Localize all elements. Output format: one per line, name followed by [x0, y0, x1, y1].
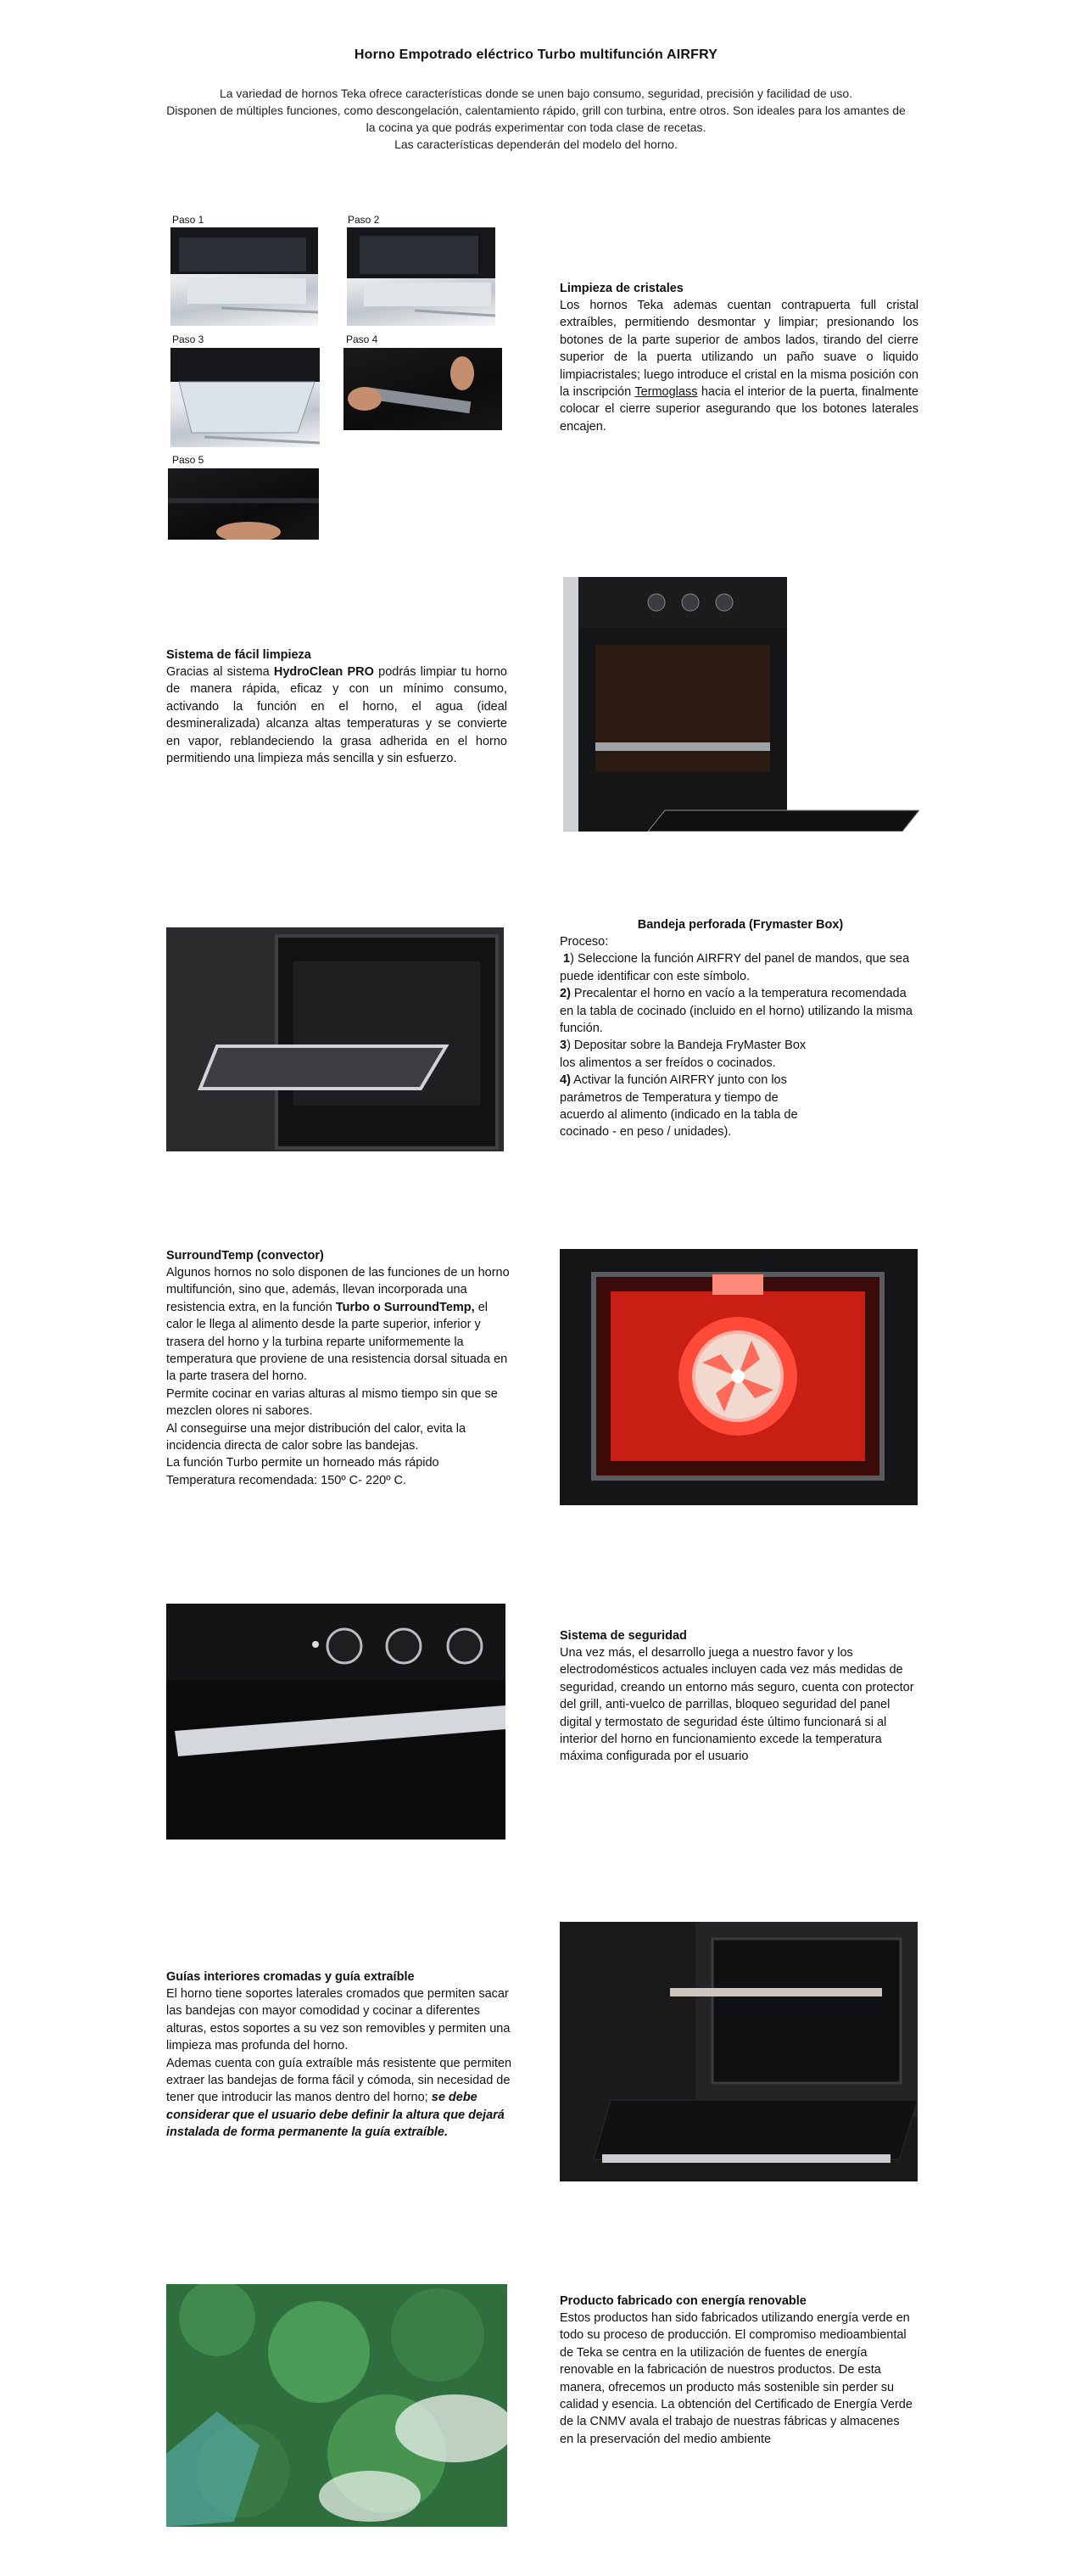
step-label-1: Paso 1 — [172, 214, 204, 226]
intro-line-3: la cocina ya que podrás experimentar con toda clase de recetas. — [366, 120, 706, 134]
security-title: Sistema de seguridad — [560, 1629, 687, 1643]
step-number: 2) — [560, 987, 571, 1001]
easy-clean-section — [166, 647, 507, 767]
hydroclean-oven-image — [563, 577, 919, 832]
hydroclean-text: HydroClean PRO — [273, 665, 374, 679]
page-title: Horno Empotrado eléctrico Turbo multifunción AIRFRY — [354, 48, 718, 62]
forest-aerial-image — [166, 2284, 507, 2527]
guides-title: Guías interiores cromadas y guía extraíble — [166, 1970, 415, 1984]
step-3-image — [170, 348, 320, 447]
frymaster-tray-image — [166, 927, 504, 1151]
surround-p5: Temperatura recomendada: 150º C- 220º C. — [166, 1473, 407, 1487]
step-2-image — [347, 227, 495, 326]
security-section — [560, 1627, 914, 1766]
termoglass-text: Termoglass — [634, 385, 698, 400]
process-label: Proceso: — [560, 935, 609, 949]
surround-p2: Permite cocinar en varias alturas al mismo tiempo sin que se mezclen olores ni sabores. — [166, 1386, 498, 1419]
step-label-4: Paso 4 — [346, 333, 378, 345]
turbo-text: Turbo o SurroundTemp, — [335, 1300, 475, 1314]
step-number: 3 — [560, 1039, 567, 1053]
step-label-5: Paso 5 — [172, 454, 204, 466]
surround-text-1: Algunos hornos no solo disponen de las funciones de un horno multifunción, sino que, además, llevan incorporada una resistencia extra, en la función — [166, 1266, 510, 1314]
guides-p1: El horno tiene soportes laterales cromados que permiten sacar las bandejas con mayor comodidad y cocinar a diferentes alturas, estos soportes a su vez son removibles y permiten una limpieza mas profunda del horno. — [166, 1987, 511, 2053]
step-1-image — [170, 227, 318, 326]
intro-line-2: Disponen de múltiples funciones, como descongelación, calentamiento rápido, grill con turbina, entre otros. Son ideales para los amantes de — [166, 104, 906, 117]
easy-clean-text-1: Gracias al sistema — [166, 665, 274, 679]
glass-cleaning-title: Limpieza de cristales — [560, 282, 684, 295]
glass-cleaning-body — [560, 297, 918, 435]
guides-text-1: Ademas cuenta con guía extraíble más resistente que permiten extraer las bandejas de forma fácil y cómoda, sin necesidad de tener que introducir las manos dentro del horno; — [166, 2056, 512, 2105]
turbo-fan-oven-image — [560, 1249, 918, 1505]
page-header — [0, 48, 1072, 153]
step-text: ) Depositar sobre la Bandeja FryMaster Box los alimentos a ser freídos o cocinados. — [560, 1039, 807, 1070]
guides-p2 — [166, 2055, 514, 2142]
frymaster-step-3 — [560, 1037, 823, 1072]
glass-cleaning-text-2: hacia el interior de la puerta, finalmente colocar el cierre superior asegurando que los botones laterales encajen. — [560, 385, 918, 434]
frymaster-step-4 — [560, 1072, 823, 1141]
glass-cleaning-text-1: Los hornos Teka ademas cuentan contrapuerta full cristal extraíbles, permitiendo desmontar y limpiar; presionando los botones de la parte superior de ambos lados, tirando del cierre superior de la puerta utilizando un paño suave o liquido limpiacristales; luego introduce el cristal en la misma posición con la inscripción — [560, 299, 918, 400]
frymaster-title: Bandeja perforada (Frymaster Box) — [637, 918, 844, 932]
step-text: Activar la función AIRFRY junto con los parámetros de Temperatura y tiempo de acuerdo al alimento (indicado en la tabla de cocinado - en peso / unidades). — [560, 1073, 798, 1140]
step-text: Precalentar el horno en vacío a la temperatura recomendada en la tabla de cocinado (incluido en el horno) utilizando la misma función. — [560, 987, 913, 1036]
frymaster-step-1 — [560, 950, 921, 985]
easy-clean-body — [166, 664, 507, 767]
surround-title: SurroundTemp (convector) — [166, 1249, 324, 1263]
intro-line-4: Las características dependerán del modelo del horno. — [394, 137, 678, 151]
glass-cleaning-section — [560, 280, 918, 435]
step-number: 1 — [563, 952, 571, 966]
renewable-section — [560, 2293, 914, 2448]
oven-controls-image — [166, 1604, 505, 1840]
intro-line-1: La variedad de hornos Teka ofrece características donde se unen bajo consumo, seguridad, precisión y facilidad de uso. — [219, 87, 853, 100]
guides-warning-text: se debe considerar que el usuario debe definir la altura que dejará instalada de forma permanente la guía extraíble. — [166, 2091, 505, 2140]
step-label-3: Paso 3 — [172, 333, 204, 345]
easy-clean-text-2: podrás limpiar tu horno de manera rápida, eficaz y con un mínimo consumo, activando la función en el horno, el agua (ideal desmineralizada) alcanza altas temperaturas y se convierte en vapor, reblandeciendo la grasa adherida en el horno permitiendo una limpieza más sencilla y sin esfuerzo. — [166, 665, 507, 766]
frymaster-section — [560, 916, 921, 1141]
step-label-2: Paso 2 — [348, 214, 380, 226]
security-body: Una vez más, el desarrollo juega a nuestro favor y los electrodomésticos actuales incluyen cada vez más medidas de seguridad, creando un entorno más seguro, cuenta con protector del grill, anti-vuelco de parrillas, bloqueo seguridad del panel digital y termostato de seguridad éste último funcionará si al interior del horno en funcionamiento excede la temperatura máxima configurada por el usuario — [560, 1646, 914, 1764]
guides-section — [166, 1968, 514, 2142]
step-number: 4) — [560, 1073, 571, 1088]
step-text: ) Seleccione la función AIRFRY del panel de mandos, que sea puede identificar con este símbolo. — [560, 952, 910, 983]
step-5-image — [168, 468, 319, 540]
surround-p4: La función Turbo permite un horneado más rápido — [166, 1456, 439, 1470]
telescopic-guide-oven-image — [560, 1922, 918, 2181]
surround-section — [166, 1247, 512, 1489]
surround-p1 — [166, 1264, 512, 1386]
renewable-body: Estos productos han sido fabricados utilizando energía verde en todo su proceso de producción. El compromiso medioambiental de Teka se centra en la utilización de fuentes de energía renovable en la fabricación de nuestros productos. De esta manera, ofrecemos un producto más sostenible sin perder su calidad y esencia. La obtención del Certificado de Energía Verde de la CNMV avala el trabajo de nuestras fábricas y almacenes en la preservación del medio ambiente — [560, 2311, 913, 2446]
frymaster-step-2 — [560, 985, 921, 1037]
easy-clean-title: Sistema de fácil limpieza — [166, 648, 311, 662]
renewable-title: Producto fabricado con energía renovable — [560, 2294, 807, 2308]
step-4-image — [343, 348, 502, 430]
surround-p3: Al conseguirse una mejor distribución del calor, evita la incidencia directa de calor sobre las bandejas. — [166, 1421, 466, 1453]
surround-text-2: el calor le llega al alimento desde la parte superior, inferior y trasera del horno y la turbina reparte uniformemente la temperatura que proviene de una resistencia dorsal situada en la parte trasera del horno. — [166, 1300, 508, 1384]
